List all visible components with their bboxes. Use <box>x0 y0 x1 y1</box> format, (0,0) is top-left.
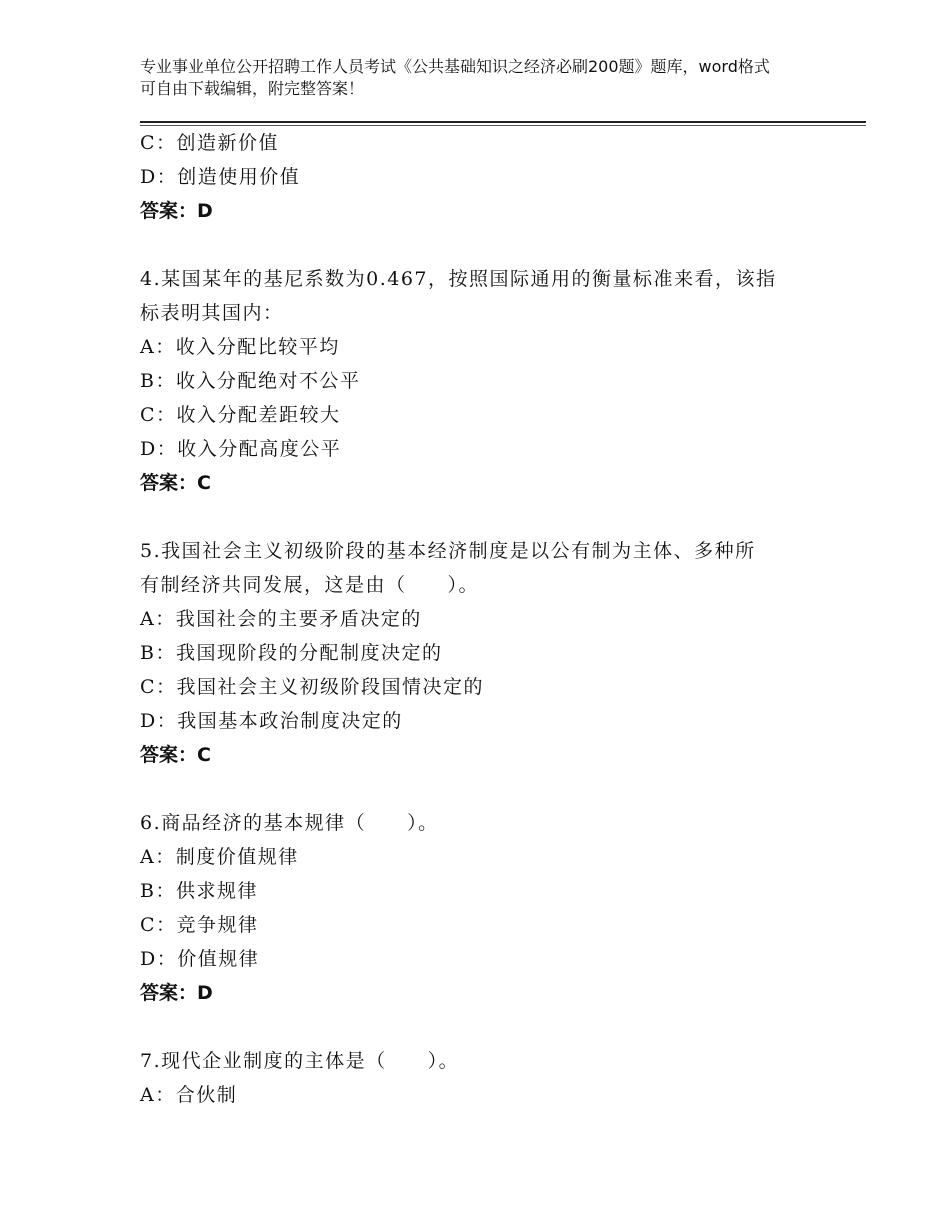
option-c: C：创造新价值 <box>140 132 280 154</box>
option-b: B：供求规律 <box>140 880 258 902</box>
question-stem: 5.我国社会主义初级阶段的基本经济制度是以公有制为主体、多种所 <box>140 540 756 562</box>
option-a: A：我国社会的主要矛盾决定的 <box>140 608 422 630</box>
question-stem: 6.商品经济的基本规律（ ）。 <box>140 812 439 834</box>
document-header <box>140 56 780 100</box>
option-a: A：制度价值规律 <box>140 846 299 868</box>
option-d: D：我国基本政治制度决定的 <box>140 710 403 732</box>
option-a: A：合伙制 <box>140 1084 238 1106</box>
question-4 <box>140 262 820 500</box>
answer-line: 答案：C <box>140 744 211 766</box>
header-divider <box>140 121 866 123</box>
question-stem-continued: 标表明其国内： <box>140 302 284 324</box>
question-7 <box>140 1044 820 1112</box>
document-body <box>140 126 820 1112</box>
option-b: B：我国现阶段的分配制度决定的 <box>140 642 443 664</box>
option-d: D：价值规律 <box>140 948 260 970</box>
answer-line: 答案：D <box>140 982 213 1004</box>
option-d: D：收入分配高度公平 <box>140 438 342 460</box>
spacer <box>140 500 820 534</box>
question-stem-continued: 有制经济共同发展，这是由（ ）。 <box>140 574 480 596</box>
option-c: C：我国社会主义初级阶段国情决定的 <box>140 676 485 698</box>
option-a: A：收入分配比较平均 <box>140 336 340 358</box>
spacer <box>140 1010 820 1044</box>
question-3-fragment <box>140 126 820 228</box>
option-c: C：收入分配差距较大 <box>140 404 341 426</box>
answer-line: 答案：C <box>140 472 211 494</box>
question-stem: 7.现代企业制度的主体是（ ）。 <box>140 1050 460 1072</box>
spacer <box>140 228 820 262</box>
option-d: D：创造使用价值 <box>140 166 301 188</box>
question-6 <box>140 806 820 1010</box>
question-stem: 4.某国某年的基尼系数为0.467，按照国际通用的衡量标准来看，该指 <box>140 268 777 290</box>
question-5 <box>140 534 820 772</box>
answer-line: 答案：D <box>140 200 213 222</box>
option-b: B：收入分配绝对不公平 <box>140 370 361 392</box>
option-c: C：竞争规律 <box>140 914 259 936</box>
header-title: 专业事业单位公开招聘工作人员考试《公共基础知识之经济必刷200题》题库，word格式可自由下载编辑，附完整答案！ <box>140 57 770 98</box>
spacer <box>140 772 820 806</box>
